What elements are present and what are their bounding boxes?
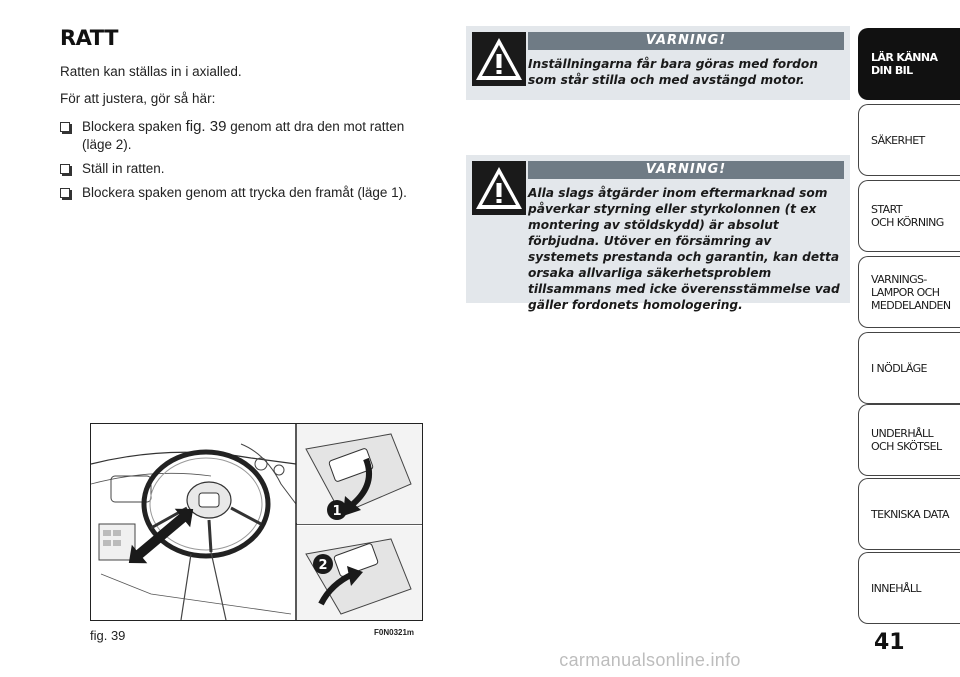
tab-label: VARNINGS- LAMPOR OCH MEDDELANDEN [871,272,951,312]
intro-text: Ratten kan ställas in i axialled. [60,64,242,79]
checkbox-bullet-icon [60,188,70,198]
step-text-post: genom att dra den mot ratten (läge 2). [82,119,405,152]
step-item [60,160,425,178]
step-text: Blockera spaken genom att trycka den framåt (läge 1). [82,185,407,200]
tab-sakerhet[interactable] [858,104,960,176]
tab-label: I NÖDLÄGE [871,361,927,375]
page-number: 41 [874,630,905,655]
warning-box [466,155,850,312]
checkbox-bullet-icon [60,122,70,132]
warning-icon [472,161,526,215]
tab-label: LÄR KÄNNA DIN BIL [871,51,938,77]
checkbox-bullet-icon [60,164,70,174]
warning-text: Inställningarna får bara göras med fordon som står stilla och med avstängd motor. [528,57,818,87]
tab-label: UNDERHÅLL OCH SKÖTSEL [871,427,942,453]
step-text-pre: Blockera spaken [82,119,186,134]
steering-wheel-illustration [91,424,422,620]
warning-icon [472,32,526,86]
tab-underhall[interactable] [858,404,960,476]
figure-caption: fig. 39 [90,628,126,643]
how-to-text: För att justera, gör så här: [60,91,216,106]
tab-tekniska-data[interactable] [858,478,960,550]
tab-label: START OCH KÖRNING [871,203,944,229]
figure-reference: fig. 39 [185,118,227,135]
callout-2: 2 [318,558,328,573]
step-item [60,184,425,202]
warning-text-wrapper [528,185,840,313]
tab-varningslampor[interactable] [858,256,960,328]
tab-i-nodlage[interactable] [858,332,960,404]
tab-lar-kanna-din-bil[interactable] [858,28,960,100]
watermark-text: carmanualsonline.info [559,650,741,670]
warning-label: VARNING! [528,32,844,50]
figure-code: F0N0321m [374,628,415,637]
tab-innehall[interactable] [858,552,960,624]
warning-box [466,26,850,100]
step-text: Ställ in ratten. [82,161,165,176]
section-title: RATT [60,26,118,50]
warning-label: VARNING! [528,161,844,179]
figure-39 [90,423,423,621]
step-item [60,118,425,154]
tab-label: INNEHÅLL [871,581,921,595]
warning-text: Alla slags åtgärder inom eftermarknad som påverkar styrning eller styrkolonnen (t ex montering av stöldskydd) är absolut förbjudna. Utöver en försämring av systemets prestanda och garantin, kan detta orsaka allvarliga säkerhetsproblem tillsammans med icke överensstämmelse vad gäller fordonets homologering. [528,186,840,312]
tab-label: SÄKERHET [871,133,925,147]
tab-start-och-korning[interactable] [858,180,960,252]
callout-1: 1 [332,504,342,519]
tab-label: TEKNISKA DATA [871,507,949,521]
steps-list [60,118,425,208]
